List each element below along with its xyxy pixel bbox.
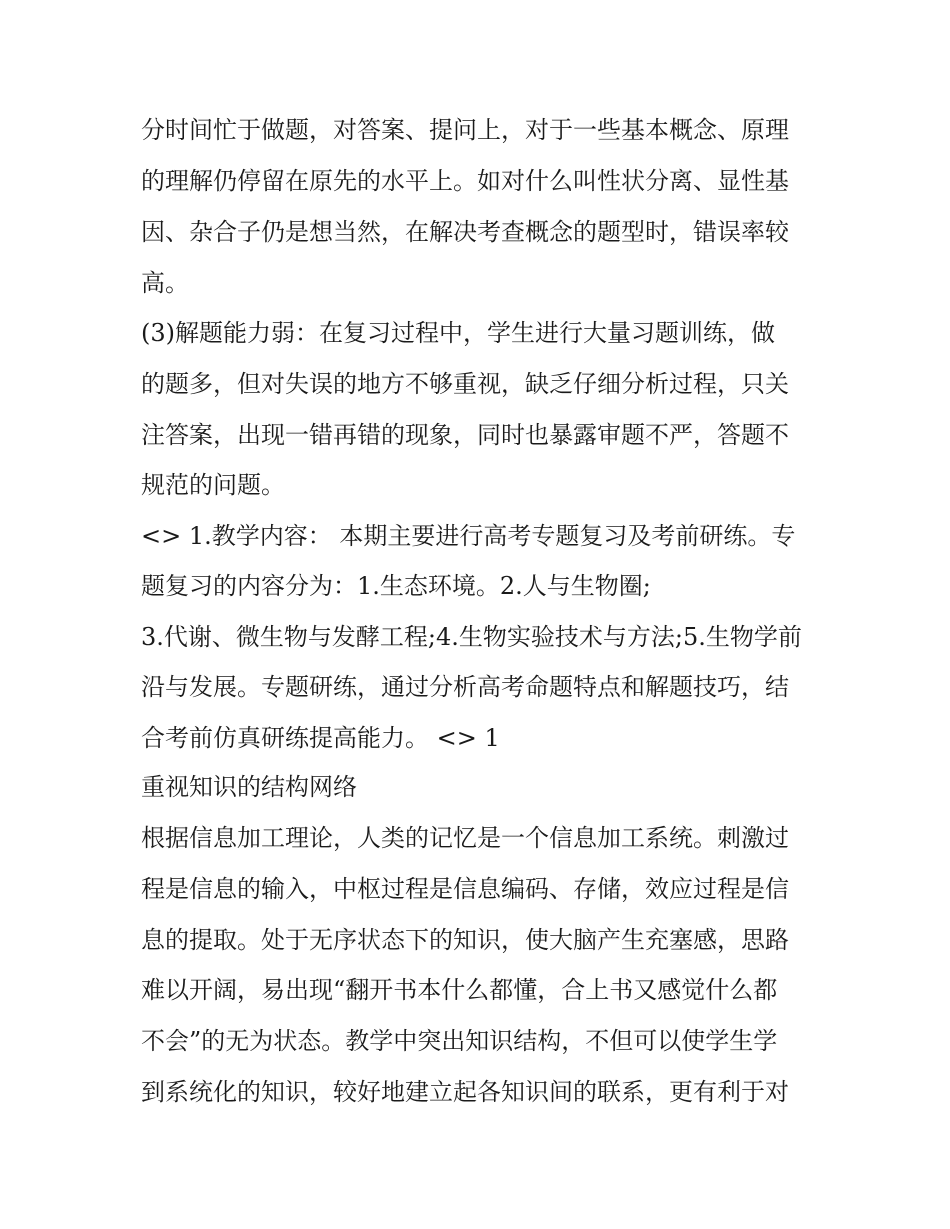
text-line: 的题多，但对失误的地方不够重视，缺乏仔细分析过程，只关 bbox=[141, 370, 789, 398]
text-line: 到系统化的知识，较好地建立起各知识间的联系，更有利于对 bbox=[141, 1078, 789, 1106]
text-line: 因、杂合子仍是想当然，在解决考查概念的题型时，错误率较 bbox=[141, 218, 789, 246]
text-line: 沿与发展。专题研练，通过分析高考命题特点和解题技巧，结 bbox=[141, 673, 789, 701]
text-line: 难以开阔，易出现“翻开书本什么都懂，合上书又感觉什么都 bbox=[141, 976, 778, 1004]
text-line: 的理解仍停留在原先的水平上。如对什么叫性状分离、显性基 bbox=[141, 167, 789, 195]
text-line: 规范的问题。 bbox=[141, 471, 285, 499]
text-line: 根据信息加工理论，人类的记忆是一个信息加工系统。刺激过 bbox=[141, 824, 789, 852]
text-line: 息的提取。处于无序状态下的知识，使大脑产生充塞感，思路 bbox=[141, 926, 789, 954]
text-line: 分时间忙于做题，对答案、提问上，对于一些基本概念、原理 bbox=[141, 116, 789, 144]
text-line: <> 1.教学内容： 本期主要进行高考专题复习及考前研练。专 bbox=[141, 522, 796, 550]
text-line: 注答案，出现一错再错的现象，同时也暴露审题不严，答题不 bbox=[141, 421, 789, 449]
text-line: 程是信息的输入，中枢过程是信息编码、存储，效应过程是信 bbox=[141, 875, 789, 903]
text-line: 题复习的内容分为：1.生态环境。2.人与生物圈; bbox=[141, 572, 651, 600]
text-line: 不会”的无为状态。教学中突出知识结构，不但可以使学生学 bbox=[141, 1027, 778, 1055]
text-line: (3)解题能力弱：在复习过程中，学生进行大量习题训练，做 bbox=[141, 319, 775, 347]
text-line: 3.代谢、微生物与发酵工程;4.生物实验技术与方法;5.生物学前 bbox=[141, 623, 802, 651]
section-heading: 重视知识的结构网络 bbox=[141, 773, 357, 801]
text-line: 合考前仿真研练提高能力。 <> 1 bbox=[141, 724, 500, 752]
text-line: 高。 bbox=[141, 269, 189, 297]
